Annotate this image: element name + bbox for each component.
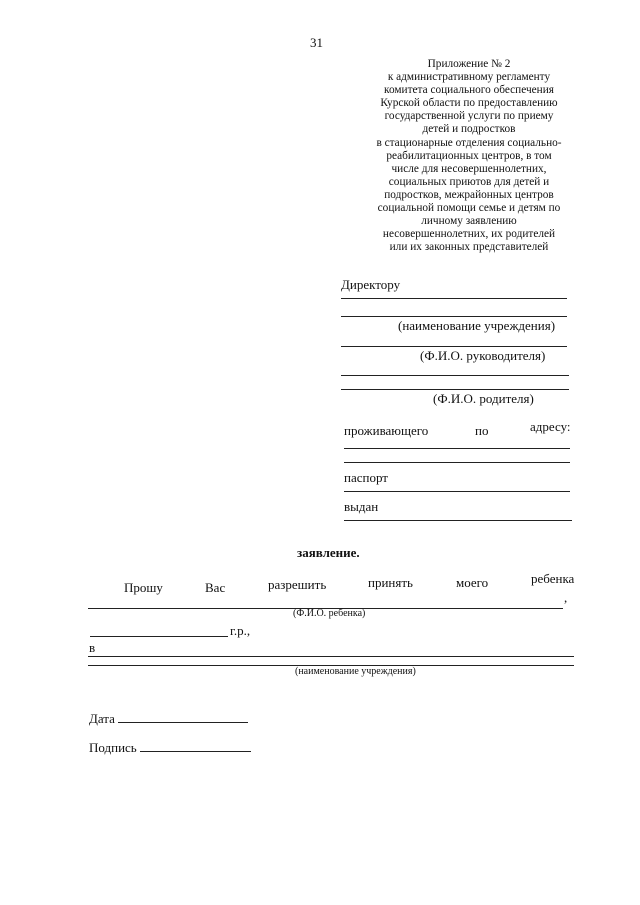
date-label: Дата: [89, 711, 115, 726]
issued-label: выдан: [344, 499, 379, 514]
residing-label: проживающего: [344, 423, 429, 438]
request-word-3: разрешить: [268, 577, 327, 592]
statement-institution-caption: (наименование учреждения): [295, 666, 416, 677]
request-word-6: ребенка: [531, 571, 575, 586]
appendix-line: несовершеннолетних, их родителей: [382, 228, 556, 241]
appendix-line: комитета социального обеспечения: [384, 84, 554, 97]
address-line-2: [344, 462, 570, 463]
request-word-5: моего: [456, 575, 489, 590]
head-fio-line: [341, 346, 567, 347]
appendix-line: социальных приютов для детей и: [388, 175, 550, 188]
signature-label: Подпись: [89, 740, 137, 755]
appendix-line: числе для несовершеннолетних,: [391, 162, 547, 175]
appendix-line: государственной услуги по приему: [384, 110, 554, 123]
parent-fio-line-2: [341, 389, 569, 390]
signature-line: [140, 751, 251, 752]
appendix-header: [338, 58, 600, 254]
appendix-line: детей и подростков: [422, 123, 516, 136]
appendix-line: подростков, межрайонных центров: [384, 188, 554, 201]
parent-fio-caption: (Ф.И.О. родителя): [433, 391, 534, 406]
institution-line-1: [341, 298, 567, 299]
request-word-1: Прошу: [124, 580, 163, 595]
birth-year-line: [90, 636, 228, 637]
residing-label-po: по: [475, 423, 489, 438]
appendix-line: социальной помощи семье и детям по: [377, 202, 561, 215]
birth-year-label: г.р.,: [230, 623, 251, 638]
passport-label: паспорт: [344, 470, 388, 485]
appendix-line: или их законных представителей: [389, 241, 549, 254]
appendix-line: Приложение № 2: [427, 58, 511, 70]
request-word-4: принять: [368, 575, 413, 590]
passport-line: [344, 491, 570, 492]
in-label: в: [89, 640, 96, 655]
parent-fio-line-1: [341, 375, 569, 376]
statement-title: заявление.: [297, 545, 360, 560]
institution-caption: (наименование учреждения): [398, 318, 556, 333]
appendix-line: в стационарные отделения социально-: [376, 136, 562, 149]
appendix-line: реабилитационных центров, в том: [386, 149, 552, 162]
appendix-line: Курской области по предоставлению: [380, 97, 558, 110]
residing-label-address: адресу:: [530, 419, 571, 434]
child-fio-comma: ,: [564, 590, 568, 605]
appendix-line: личному заявлению: [421, 215, 517, 228]
page-number: 31: [310, 35, 323, 50]
child-fio-caption: (Ф.И.О. ребенка): [293, 608, 366, 619]
head-fio-caption: (Ф.И.О. руководителя): [420, 348, 546, 363]
director-label: Директору: [341, 277, 401, 292]
date-line: [118, 722, 248, 723]
appendix-line: к административному регламенту: [387, 71, 551, 84]
issued-line: [344, 520, 572, 521]
request-word-2: Вас: [205, 580, 226, 595]
address-line-1: [344, 448, 570, 449]
institution-line: [88, 656, 574, 657]
institution-line-2: [341, 316, 567, 317]
